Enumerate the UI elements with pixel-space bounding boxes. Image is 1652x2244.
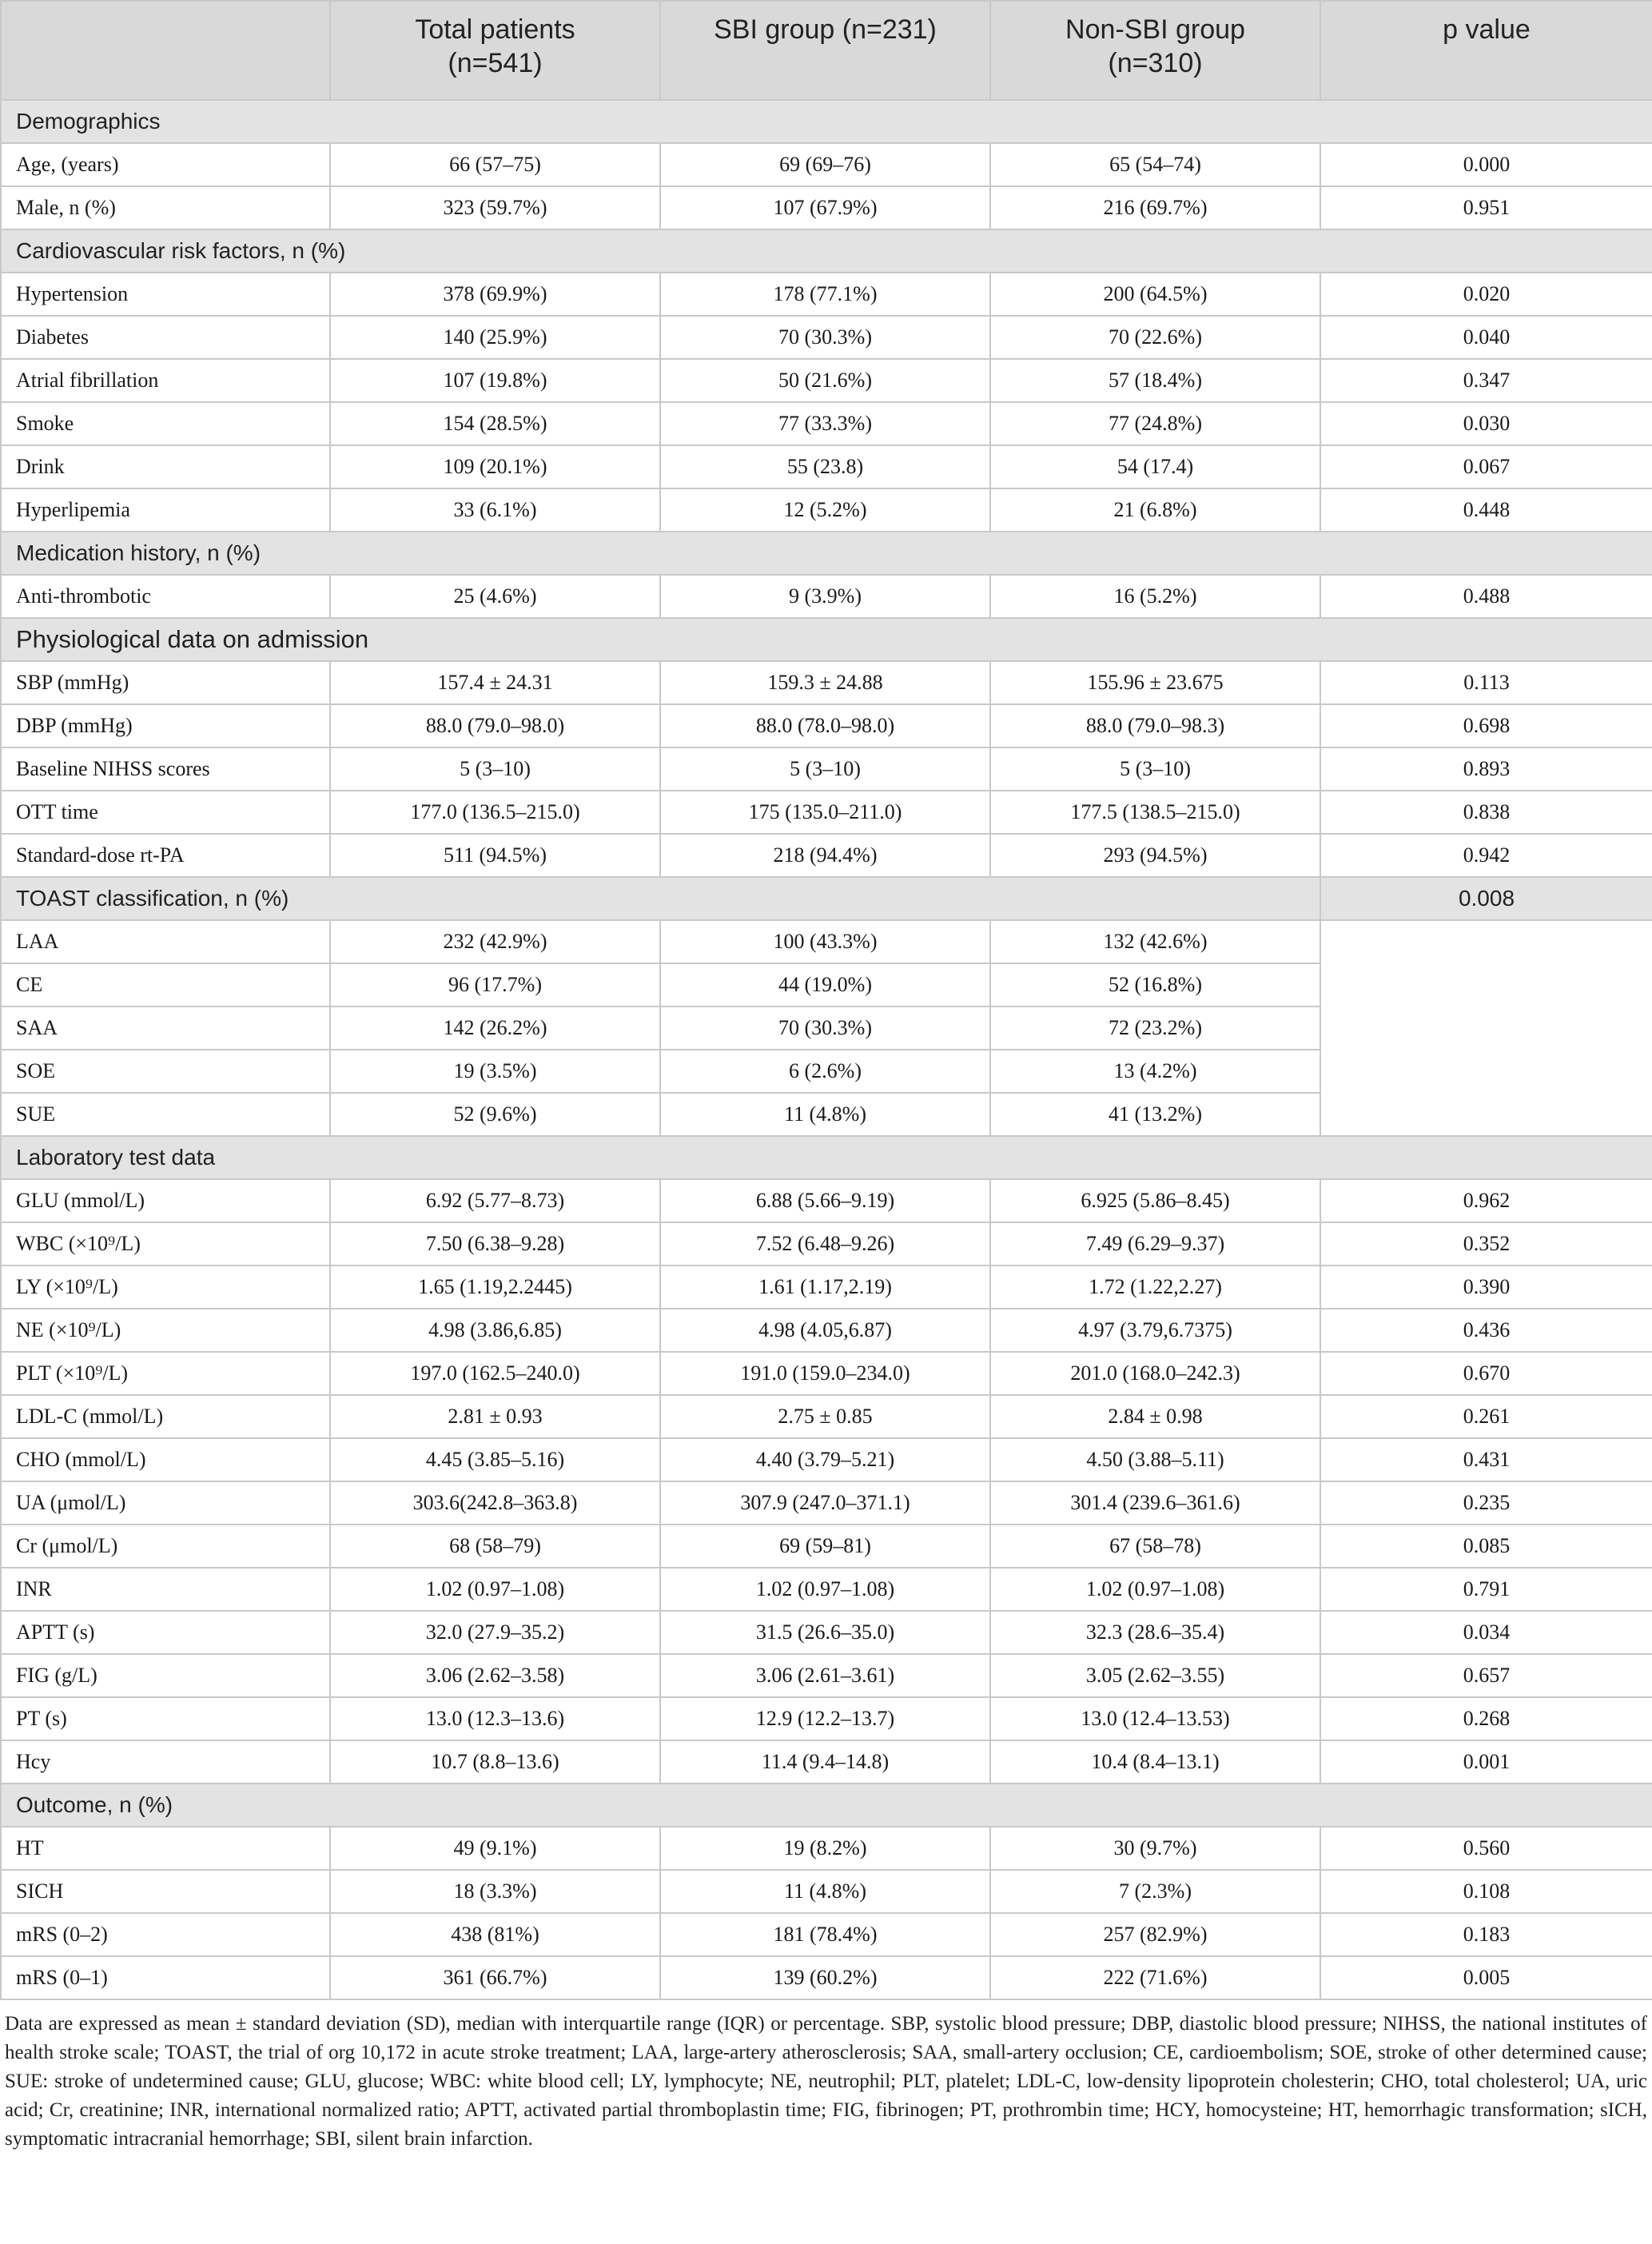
row-label: Hypertension xyxy=(1,273,330,316)
section-title: Laboratory test data xyxy=(1,1136,1652,1179)
cell-p-value: 0.670 xyxy=(1320,1352,1652,1395)
cell-p-value: 0.942 xyxy=(1320,834,1652,877)
cell-non-sbi-group: 52 (16.8%) xyxy=(990,963,1320,1006)
section-header-row xyxy=(1,100,1652,143)
section-title: Demographics xyxy=(1,100,1652,143)
cell-p-value: 0.791 xyxy=(1320,1568,1652,1611)
table-row xyxy=(1,1222,1652,1265)
cell-p-value: 0.698 xyxy=(1320,704,1652,747)
section-title: Physiological data on admission xyxy=(1,618,1652,661)
row-label: Atrial fibrillation xyxy=(1,359,330,402)
table-row xyxy=(1,834,1652,877)
cell-non-sbi-group: 32.3 (28.6–35.4) xyxy=(990,1611,1320,1654)
table-row xyxy=(1,488,1652,532)
cell-non-sbi-group: 72 (23.2%) xyxy=(990,1006,1320,1050)
row-label: PT (s) xyxy=(1,1697,330,1740)
row-label: UA (μmol/L) xyxy=(1,1481,330,1525)
table-row xyxy=(1,1654,1652,1697)
cell-p-value: 0.085 xyxy=(1320,1525,1652,1568)
header-total-line1: Total patients xyxy=(415,14,575,45)
cell-total-patients: 323 (59.7%) xyxy=(330,186,660,229)
cell-p-value: 0.962 xyxy=(1320,1179,1652,1222)
row-label: FIG (g/L) xyxy=(1,1654,330,1697)
row-label: Drink xyxy=(1,445,330,488)
row-label: CE xyxy=(1,963,330,1006)
cell-p-value: 0.020 xyxy=(1320,273,1652,316)
cell-p-value: 0.951 xyxy=(1320,186,1652,229)
cell-total-patients: 13.0 (12.3–13.6) xyxy=(330,1697,660,1740)
cell-total-patients: 142 (26.2%) xyxy=(330,1006,660,1050)
cell-non-sbi-group: 6.925 (5.86–8.45) xyxy=(990,1179,1320,1222)
cell-total-patients: 511 (94.5%) xyxy=(330,834,660,877)
cell-total-patients: 1.65 (1.19,2.2445) xyxy=(330,1265,660,1309)
cell-non-sbi-group: 132 (42.6%) xyxy=(990,920,1320,963)
row-label: mRS (0–1) xyxy=(1,1956,330,1999)
cell-p-value: 0.431 xyxy=(1320,1438,1652,1481)
header-total-line2: (n=541) xyxy=(448,48,543,78)
cell-non-sbi-group: 70 (22.6%) xyxy=(990,316,1320,359)
cell-non-sbi-group: 13.0 (12.4–13.53) xyxy=(990,1697,1320,1740)
cell-total-patients: 3.06 (2.62–3.58) xyxy=(330,1654,660,1697)
row-label: Male, n (%) xyxy=(1,186,330,229)
cell-sbi-group: 11 (4.8%) xyxy=(660,1870,990,1913)
row-label: Age, (years) xyxy=(1,143,330,186)
cell-non-sbi-group: 88.0 (79.0–98.3) xyxy=(990,704,1320,747)
row-label: WBC (×10⁹/L) xyxy=(1,1222,330,1265)
cell-non-sbi-group: 67 (58–78) xyxy=(990,1525,1320,1568)
cell-non-sbi-group: 4.50 (3.88–5.11) xyxy=(990,1438,1320,1481)
cell-non-sbi-group: 7.49 (6.29–9.37) xyxy=(990,1222,1320,1265)
table-row xyxy=(1,1611,1652,1654)
cell-total-patients: 197.0 (162.5–240.0) xyxy=(330,1352,660,1395)
cell-p-value: 0.893 xyxy=(1320,747,1652,791)
table-row xyxy=(1,920,1652,963)
header-non-sbi-line2: (n=310) xyxy=(1108,48,1203,78)
cell-non-sbi-group: 7 (2.3%) xyxy=(990,1870,1320,1913)
row-label: SAA xyxy=(1,1006,330,1050)
table-row xyxy=(1,1309,1652,1352)
table-row xyxy=(1,1438,1652,1481)
cell-sbi-group: 50 (21.6%) xyxy=(660,359,990,402)
row-label: INR xyxy=(1,1568,330,1611)
table-row xyxy=(1,661,1652,704)
cell-sbi-group: 31.5 (26.6–35.0) xyxy=(660,1611,990,1654)
section-header-row xyxy=(1,1136,1652,1179)
cell-non-sbi-group: 155.96 ± 23.675 xyxy=(990,661,1320,704)
cell-p-value: 0.000 xyxy=(1320,143,1652,186)
cell-non-sbi-group: 30 (9.7%) xyxy=(990,1827,1320,1870)
header-p-value: p value xyxy=(1320,1,1652,100)
row-label: Cr (μmol/L) xyxy=(1,1525,330,1568)
row-label: LY (×10⁹/L) xyxy=(1,1265,330,1309)
cell-total-patients: 18 (3.3%) xyxy=(330,1870,660,1913)
cell-sbi-group: 5 (3–10) xyxy=(660,747,990,791)
cell-sbi-group: 181 (78.4%) xyxy=(660,1913,990,1956)
row-label: mRS (0–2) xyxy=(1,1913,330,1956)
table-row xyxy=(1,747,1652,791)
cell-sbi-group: 2.75 ± 0.85 xyxy=(660,1395,990,1438)
row-label: CHO (mmol/L) xyxy=(1,1438,330,1481)
table-footnote: Data are expressed as mean ± standard deviation (SD), median with interquartile range (IQR) or percentage. SBP, systolic blood pressure; DBP, diastolic blood pressure; NIHSS, the national institutes of health stroke scale; TOAST, the trial of org 10,172 in acute stroke treatment; LAA, large-artery atherosclerosis; SAA, small-artery occlusion; CE, cardioembolism; SOE, stroke of other determined cause; SUE: stroke of undetermined cause; GLU, glucose; WBC: white blood cell; LY, lymphocyte; NE, neutrophil; PLT, platelet; LDL-C, low-density lipoprotein cholesterin; CHO, total cholesterol; UA, uric acid; Cr, creatinine; INR, international normalized ratio; APTT, activated partial thromboplastin time; FIG, fibrinogen; PT, prothrombin time; HCY, homocysteine; HT, hemorrhagic transformation; sICH, symptomatic intracranial hemorrhage; SBI, silent brain infarction. xyxy=(5,2013,1647,2150)
cell-p-value: 0.488 xyxy=(1320,575,1652,618)
table-row xyxy=(1,1568,1652,1611)
cell-sbi-group: 69 (59–81) xyxy=(660,1525,990,1568)
cell-sbi-group: 178 (77.1%) xyxy=(660,273,990,316)
cell-sbi-group: 12.9 (12.2–13.7) xyxy=(660,1697,990,1740)
cell-non-sbi-group: 77 (24.8%) xyxy=(990,402,1320,445)
table-row xyxy=(1,186,1652,229)
cell-sbi-group: 55 (23.8) xyxy=(660,445,990,488)
row-label: NE (×10⁹/L) xyxy=(1,1309,330,1352)
cell-total-patients: 157.4 ± 24.31 xyxy=(330,661,660,704)
table-row xyxy=(1,1956,1652,1999)
cell-total-patients: 2.81 ± 0.93 xyxy=(330,1395,660,1438)
cell-p-value: 0.113 xyxy=(1320,661,1652,704)
table-row xyxy=(1,359,1652,402)
cell-non-sbi-group: 257 (82.9%) xyxy=(990,1913,1320,1956)
table-row xyxy=(1,273,1652,316)
cell-non-sbi-group: 200 (64.5%) xyxy=(990,273,1320,316)
cell-sbi-group: 6 (2.6%) xyxy=(660,1050,990,1093)
row-label: LAA xyxy=(1,920,330,963)
cell-total-patients: 4.45 (3.85–5.16) xyxy=(330,1438,660,1481)
cell-total-patients: 303.6(242.8–363.8) xyxy=(330,1481,660,1525)
cell-non-sbi-group: 1.02 (0.97–1.08) xyxy=(990,1568,1320,1611)
section-header-row xyxy=(1,877,1652,920)
cell-total-patients: 96 (17.7%) xyxy=(330,963,660,1006)
cell-sbi-group: 77 (33.3%) xyxy=(660,402,990,445)
row-label: Standard-dose rt-PA xyxy=(1,834,330,877)
header-non-sbi-line1: Non-SBI group xyxy=(1065,14,1245,45)
row-label: Hyperlipemia xyxy=(1,488,330,532)
row-label: Diabetes xyxy=(1,316,330,359)
cell-p-value: 0.005 xyxy=(1320,1956,1652,1999)
cell-total-patients: 1.02 (0.97–1.08) xyxy=(330,1568,660,1611)
cell-p-value: 0.347 xyxy=(1320,359,1652,402)
table-row xyxy=(1,704,1652,747)
cell-p-value: 0.261 xyxy=(1320,1395,1652,1438)
cell-non-sbi-group: 177.5 (138.5–215.0) xyxy=(990,791,1320,834)
cell-p-value: 0.560 xyxy=(1320,1827,1652,1870)
cell-non-sbi-group: 65 (54–74) xyxy=(990,143,1320,186)
table-row xyxy=(1,575,1652,618)
cell-total-patients: 10.7 (8.8–13.6) xyxy=(330,1740,660,1784)
row-label: SOE xyxy=(1,1050,330,1093)
row-label: HT xyxy=(1,1827,330,1870)
cell-non-sbi-group: 4.97 (3.79,6.7375) xyxy=(990,1309,1320,1352)
cell-non-sbi-group: 21 (6.8%) xyxy=(990,488,1320,532)
table-row xyxy=(1,1265,1652,1309)
table-row xyxy=(1,1395,1652,1438)
cell-non-sbi-group: 10.4 (8.4–13.1) xyxy=(990,1740,1320,1784)
cell-p-value: 0.390 xyxy=(1320,1265,1652,1309)
table-row xyxy=(1,1525,1652,1568)
cell-sbi-group: 100 (43.3%) xyxy=(660,920,990,963)
table-row xyxy=(1,1179,1652,1222)
cell-sbi-group: 1.61 (1.17,2.19) xyxy=(660,1265,990,1309)
row-label: Hcy xyxy=(1,1740,330,1784)
row-label: DBP (mmHg) xyxy=(1,704,330,747)
row-label: APTT (s) xyxy=(1,1611,330,1654)
cell-sbi-group: 139 (60.2%) xyxy=(660,1956,990,1999)
row-label: SBP (mmHg) xyxy=(1,661,330,704)
cell-p-value: 0.838 xyxy=(1320,791,1652,834)
cell-p-value: 0.183 xyxy=(1320,1913,1652,1956)
table-row xyxy=(1,1352,1652,1395)
row-label: Baseline NIHSS scores xyxy=(1,747,330,791)
header-row xyxy=(1,1,1652,100)
cell-total-patients: 49 (9.1%) xyxy=(330,1827,660,1870)
cell-non-sbi-group: 54 (17.4) xyxy=(990,445,1320,488)
cell-total-patients: 5 (3–10) xyxy=(330,747,660,791)
cell-total-patients: 6.92 (5.77–8.73) xyxy=(330,1179,660,1222)
row-label: OTT time xyxy=(1,791,330,834)
cell-non-sbi-group: 1.72 (1.22,2.27) xyxy=(990,1265,1320,1309)
cell-total-patients: 154 (28.5%) xyxy=(330,402,660,445)
header-sbi-group: SBI group (n=231) xyxy=(660,1,990,100)
cell-p-value: 0.352 xyxy=(1320,1222,1652,1265)
cell-sbi-group: 11.4 (9.4–14.8) xyxy=(660,1740,990,1784)
cell-p-value: 0.657 xyxy=(1320,1654,1652,1697)
cell-p-value: 0.034 xyxy=(1320,1611,1652,1654)
cell-sbi-group: 6.88 (5.66–9.19) xyxy=(660,1179,990,1222)
cell-non-sbi-group: 57 (18.4%) xyxy=(990,359,1320,402)
row-label: PLT (×10⁹/L) xyxy=(1,1352,330,1395)
table-row xyxy=(1,791,1652,834)
table-body xyxy=(1,100,1652,1999)
cell-sbi-group: 7.52 (6.48–9.26) xyxy=(660,1222,990,1265)
cell-sbi-group: 4.40 (3.79–5.21) xyxy=(660,1438,990,1481)
cell-non-sbi-group: 41 (13.2%) xyxy=(990,1093,1320,1136)
cell-non-sbi-group: 216 (69.7%) xyxy=(990,186,1320,229)
cell-non-sbi-group: 3.05 (2.62–3.55) xyxy=(990,1654,1320,1697)
cell-sbi-group: 19 (8.2%) xyxy=(660,1827,990,1870)
cell-non-sbi-group: 293 (94.5%) xyxy=(990,834,1320,877)
cell-sbi-group: 69 (69–76) xyxy=(660,143,990,186)
row-label: LDL-C (mmol/L) xyxy=(1,1395,330,1438)
row-label: GLU (mmol/L) xyxy=(1,1179,330,1222)
cell-total-patients: 88.0 (79.0–98.0) xyxy=(330,704,660,747)
cell-sbi-group: 70 (30.3%) xyxy=(660,316,990,359)
cell-total-patients: 19 (3.5%) xyxy=(330,1050,660,1093)
row-label: SICH xyxy=(1,1870,330,1913)
cell-sbi-group: 159.3 ± 24.88 xyxy=(660,661,990,704)
table-row xyxy=(1,445,1652,488)
table-row xyxy=(1,1740,1652,1784)
row-label: Smoke xyxy=(1,402,330,445)
table-row xyxy=(1,1870,1652,1913)
cell-sbi-group: 307.9 (247.0–371.1) xyxy=(660,1481,990,1525)
header-total-patients xyxy=(330,1,660,100)
section-p-value: 0.008 xyxy=(1320,877,1652,920)
cell-total-patients: 4.98 (3.86,6.85) xyxy=(330,1309,660,1352)
cell-total-patients: 232 (42.9%) xyxy=(330,920,660,963)
cell-total-patients: 140 (25.9%) xyxy=(330,316,660,359)
table-row xyxy=(1,316,1652,359)
cell-sbi-group: 11 (4.8%) xyxy=(660,1093,990,1136)
cell-p-value: 0.040 xyxy=(1320,316,1652,359)
cell-sbi-group: 70 (30.3%) xyxy=(660,1006,990,1050)
cell-total-patients: 438 (81%) xyxy=(330,1913,660,1956)
cell-p-value: 0.030 xyxy=(1320,402,1652,445)
section-title: Outcome, n (%) xyxy=(1,1784,1652,1827)
cell-sbi-group: 3.06 (2.61–3.61) xyxy=(660,1654,990,1697)
cell-total-patients: 68 (58–79) xyxy=(330,1525,660,1568)
cell-non-sbi-group: 222 (71.6%) xyxy=(990,1956,1320,1999)
cell-non-sbi-group: 16 (5.2%) xyxy=(990,575,1320,618)
header-non-sbi-group xyxy=(990,1,1320,100)
cell-p-value: 0.268 xyxy=(1320,1697,1652,1740)
cell-p-value: 0.067 xyxy=(1320,445,1652,488)
section-header-row xyxy=(1,532,1652,575)
cell-p-value: 0.001 xyxy=(1320,1740,1652,1784)
cell-total-patients: 378 (69.9%) xyxy=(330,273,660,316)
cell-total-patients: 109 (20.1%) xyxy=(330,445,660,488)
cell-sbi-group: 218 (94.4%) xyxy=(660,834,990,877)
cell-non-sbi-group: 5 (3–10) xyxy=(990,747,1320,791)
row-label: Anti-thrombotic xyxy=(1,575,330,618)
cell-total-patients: 32.0 (27.9–35.2) xyxy=(330,1611,660,1654)
cell-total-patients: 33 (6.1%) xyxy=(330,488,660,532)
table-row xyxy=(1,143,1652,186)
cell-non-sbi-group: 201.0 (168.0–242.3) xyxy=(990,1352,1320,1395)
section-title: TOAST classification, n (%) xyxy=(1,877,1320,920)
cell-non-sbi-group: 13 (4.2%) xyxy=(990,1050,1320,1093)
merged-p-cell xyxy=(1320,920,1652,1136)
table-row xyxy=(1,1827,1652,1870)
cell-p-value: 0.108 xyxy=(1320,1870,1652,1913)
cell-sbi-group: 44 (19.0%) xyxy=(660,963,990,1006)
cell-sbi-group: 191.0 (159.0–234.0) xyxy=(660,1352,990,1395)
cell-total-patients: 52 (9.6%) xyxy=(330,1093,660,1136)
table-row xyxy=(1,1697,1652,1740)
table-row xyxy=(1,1913,1652,1956)
cell-non-sbi-group: 301.4 (239.6–361.6) xyxy=(990,1481,1320,1525)
section-title: Cardiovascular risk factors, n (%) xyxy=(1,229,1652,273)
cell-sbi-group: 9 (3.9%) xyxy=(660,575,990,618)
cell-non-sbi-group: 2.84 ± 0.98 xyxy=(990,1395,1320,1438)
section-header-row xyxy=(1,618,1652,661)
cell-sbi-group: 12 (5.2%) xyxy=(660,488,990,532)
table-row xyxy=(1,1481,1652,1525)
cell-total-patients: 25 (4.6%) xyxy=(330,575,660,618)
cell-sbi-group: 88.0 (78.0–98.0) xyxy=(660,704,990,747)
cell-p-value: 0.235 xyxy=(1320,1481,1652,1525)
cell-sbi-group: 4.98 (4.05,6.87) xyxy=(660,1309,990,1352)
cell-p-value: 0.436 xyxy=(1320,1309,1652,1352)
cell-sbi-group: 175 (135.0–211.0) xyxy=(660,791,990,834)
section-title: Medication history, n (%) xyxy=(1,532,1652,575)
cell-total-patients: 177.0 (136.5–215.0) xyxy=(330,791,660,834)
cell-p-value: 0.448 xyxy=(1320,488,1652,532)
cell-total-patients: 107 (19.8%) xyxy=(330,359,660,402)
row-label: SUE xyxy=(1,1093,330,1136)
header-blank xyxy=(1,1,330,100)
cell-sbi-group: 1.02 (0.97–1.08) xyxy=(660,1568,990,1611)
cell-total-patients: 361 (66.7%) xyxy=(330,1956,660,1999)
cell-total-patients: 66 (57–75) xyxy=(330,143,660,186)
cell-sbi-group: 107 (67.9%) xyxy=(660,186,990,229)
section-header-row xyxy=(1,1784,1652,1827)
table-row xyxy=(1,402,1652,445)
cell-total-patients: 7.50 (6.38–9.28) xyxy=(330,1222,660,1265)
section-header-row xyxy=(1,229,1652,273)
